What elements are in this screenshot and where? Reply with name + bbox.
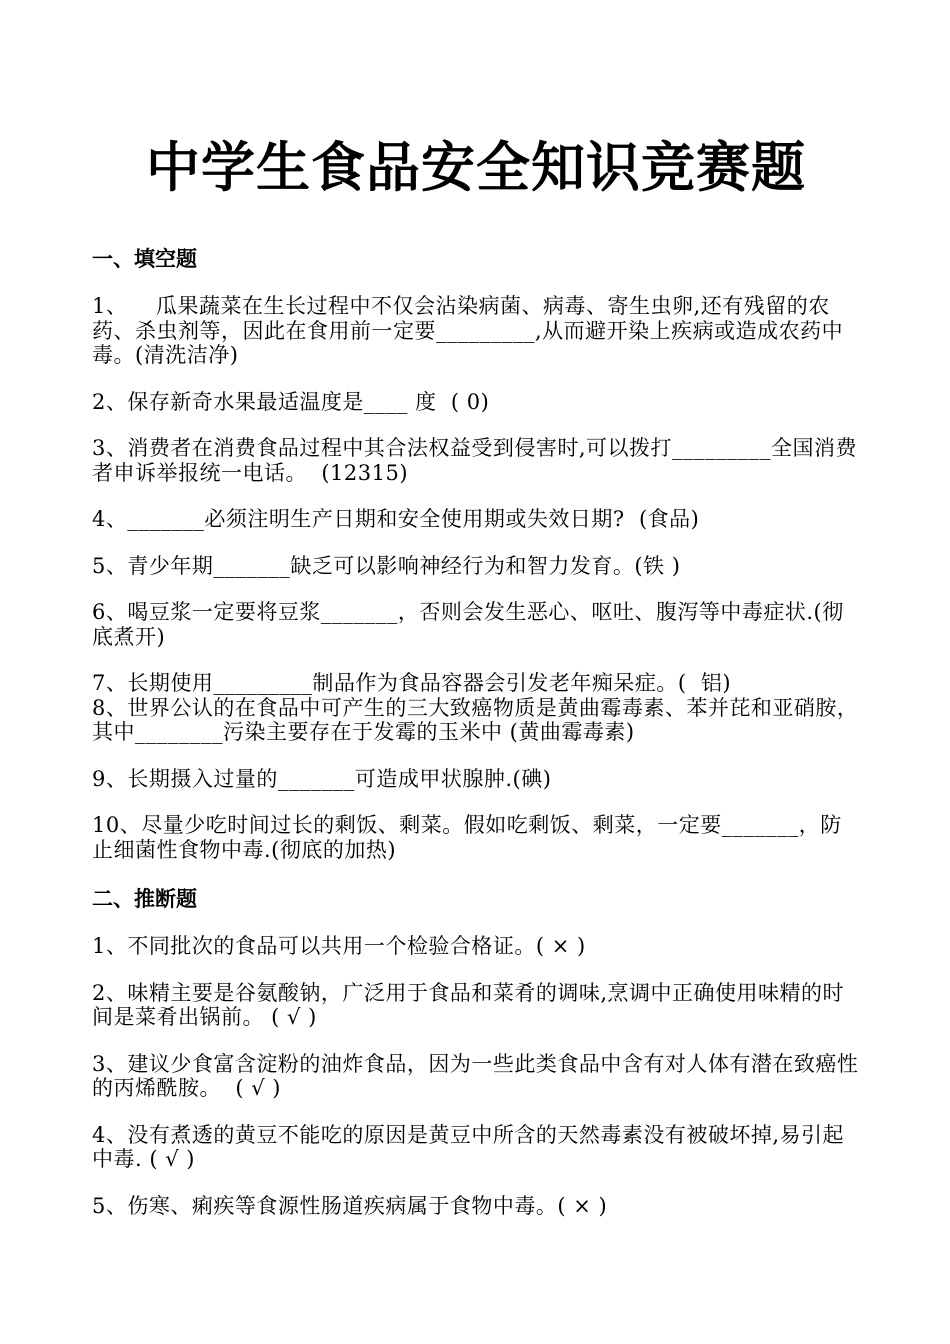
page-title: 中学生食品安全知识竞赛题	[146, 136, 806, 199]
question-item: 4、没有煮透的黄豆不能吃的原因是黄豆中所含的天然毒素没有被破坏掉,易引起中毒. ( √ )	[92, 1122, 845, 1171]
section-heading-judge: 二、推断题	[92, 887, 197, 911]
question-item: 5、青少年期_______缺乏可以影响神经行为和智力发育。(铁 )	[92, 553, 681, 578]
question-item: 2、保存新奇水果最适温度是____ 度 ( 0)	[92, 389, 490, 414]
question-item: 9、长期摄入过量的_______可造成甲状腺肿.(碘)	[92, 766, 552, 791]
question-item: 7、长期使用_________制品作为食品容器会引发老年痴呆症。( 铝)	[92, 671, 732, 695]
question-item: 6、喝豆浆一定要将豆浆_______，否则会发生恶心、呕吐、腹泻等中毒症状.(彻底煮开)	[92, 600, 844, 649]
judgement-section	[92, 886, 860, 1218]
question-item: 1、 瓜果蔬菜在生长过程中不仅会沾染病菌、病毒、寄生虫卵,还有残留的农药、杀虫剂等，因此在食用前一定要_________,从而避开染上疾病或造成农药中毒。(清洗洁净)	[92, 294, 844, 367]
question-item: 2、味精主要是谷氨酸钠，广泛用于食品和菜肴的调味,烹调中正确使用味精的时间是菜肴出锅前。 ( √ )	[92, 980, 845, 1029]
fill-in-section	[92, 246, 860, 862]
question-item: 10、尽量少吃时间过长的剩饭、剩菜。假如吃剩饭、剩菜，一定要_______，防止细菌性食物中毒.(彻底的加热)	[92, 813, 842, 862]
question-item: 4、_______必须注明生产日期和安全使用期或失效日期? (食品)	[92, 507, 700, 531]
section-heading-fill: 一、填空题	[92, 247, 197, 271]
question-item: 8、世界公认的在食品中可产生的三大致癌物质是黄曲霉毒素、苯并芘和亚硝胺，其中________污染主要存在于发霉的玉米中 (黄曲霉毒素)	[92, 695, 859, 744]
question-item: 5、伤寒、痢疾等食源性肠道疾病属于食物中毒。( × )	[92, 1193, 608, 1218]
question-item: 3、消费者在消费食品过程中其合法权益受到侵害时,可以拨打_________全国消费者申诉举报统一电话。 (12315)	[92, 436, 858, 485]
question-item: 1、不同批次的食品可以共用一个检验合格证。( × )	[92, 934, 586, 958]
question-item: 3、建议少食富含淀粉的油炸食品，因为一些此类食品中含有对人体有潜在致癌性的丙烯酰胺。 ( √ )	[92, 1051, 859, 1100]
